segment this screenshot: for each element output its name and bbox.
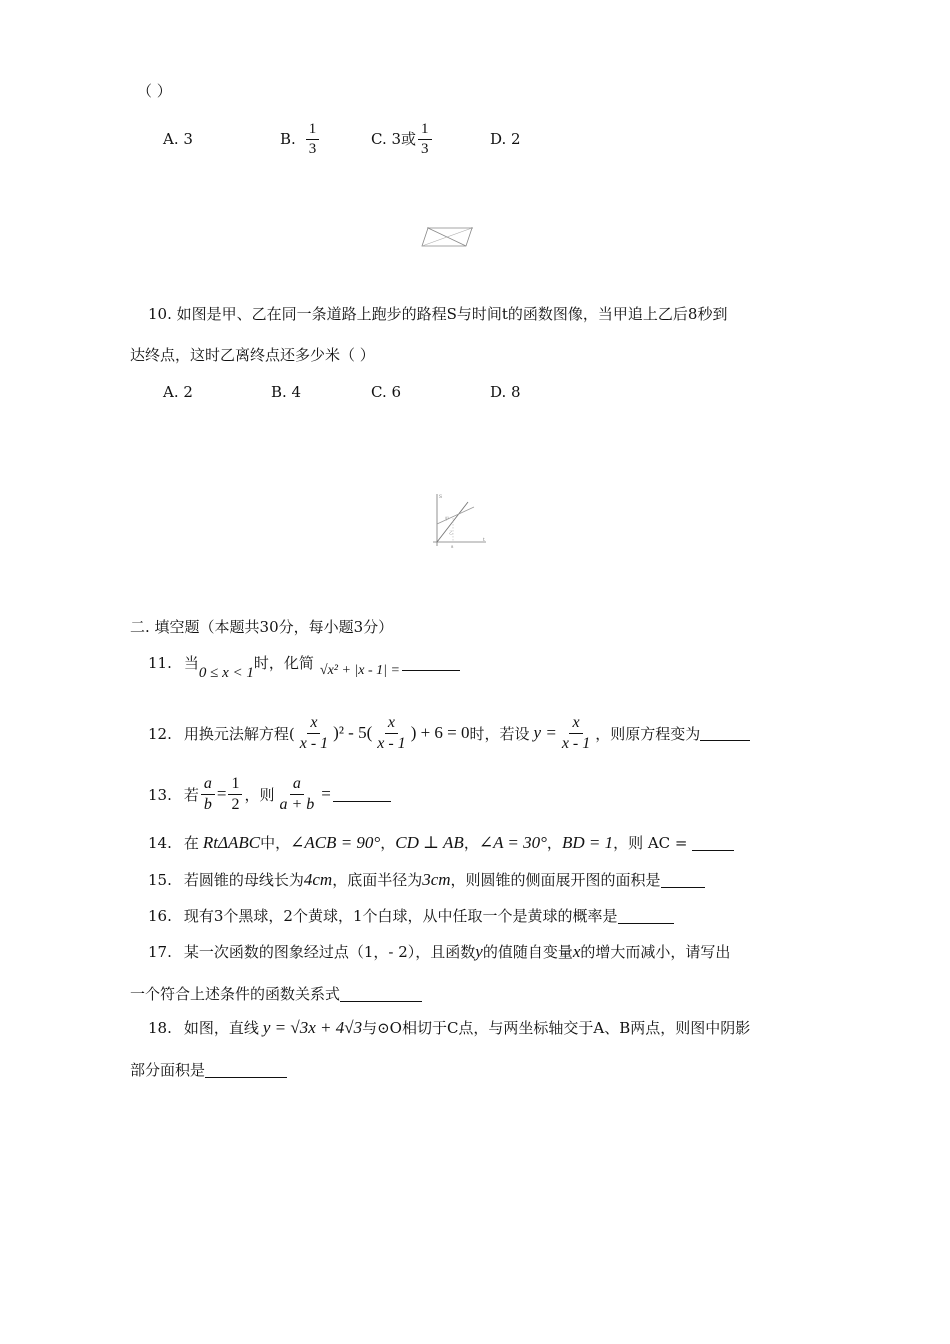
fraction-numerator: 1 [228,774,242,795]
q16-text: 现有3个黑球，2个黄球，1个白球，从中任取一个是黄球的概率是 [183,907,618,925]
q12-text-1: 用换元法解方程( [183,724,295,743]
q12-fraction-2 [374,713,408,754]
q13-text-1: 若 [183,785,199,804]
q17-var-y: y [475,942,483,961]
section-2-title: 二. 填空题（本题共30分，每小题3分） [130,618,394,636]
q13-text-2: ，则 [244,785,275,804]
q10-option-c: C. 6 [371,383,402,401]
q11-expression: √x² + |x - 1| = [319,662,400,678]
q18-line1 [148,1018,750,1038]
q15-slant-length: 4cm [303,870,333,889]
axis-label-s: S [439,495,443,500]
q17-text-2: 的值随自变量 [482,943,573,962]
q13-answer-blank[interactable] [333,787,391,802]
q12-text-3: ) + 6 = 0 [410,723,470,743]
q16-answer-blank[interactable] [618,909,674,924]
q10-option-d: D. 8 [490,383,521,401]
q9-answer-paren: （ ） [137,82,172,100]
q14: 14. 在 RtΔABC 中， ∠ACB = 90° ， CD ⊥ AB ， ∠A = 30° ， BD = 1 ，则 AC = [148,833,734,853]
q18-line2 [130,1061,287,1079]
q17-text-3: 的增大而减小，请写出 [580,943,731,962]
q9-option-c-label: C. 3或 [371,130,417,149]
q9-option-b [280,120,321,159]
q12-text-5: ，则原方程变为 [595,724,701,743]
q13-fraction-half [228,774,242,815]
q14-number: 14. [148,834,172,853]
q17-text-1: 某一次函数的图象经过点（1，- 2），且函数 [183,943,476,962]
line-yi [437,507,474,524]
tick-label: 8 [451,544,454,549]
q18-text-1: 如图，直线 [183,1019,259,1038]
q17-answer-blank[interactable] [340,987,422,1002]
q15-answer-blank[interactable] [661,873,705,888]
q18-number: 18. [148,1019,172,1038]
q18-answer-blank[interactable] [205,1063,287,1078]
q9-option-b-label: B. [280,130,296,149]
q12-fraction-3 [559,713,593,754]
q13 [148,774,391,815]
q13-equals: = [216,784,227,804]
q13-fraction-target [276,774,317,815]
q11-text-2: 时，化简 [253,654,314,672]
q15 [148,870,705,890]
fraction-denominator: x - 1 [561,735,591,752]
q15-text-1: 若圆锥的母线长为 [183,871,304,890]
q17-line2 [130,985,422,1003]
q10-stem-line2: 达终点，这时乙离终点还多少米（ ） [130,346,375,364]
q14-cond-4: BD = 1 [561,833,614,852]
fraction-denominator: x - 1 [299,735,329,752]
q17-var-x: x [572,942,581,961]
q12-text-4: 时，若设 [469,724,530,743]
q9-option-b-fraction [306,120,320,159]
fraction-numerator: x [569,713,582,734]
fraction-numerator: x [385,713,398,734]
axis-label-t: t [483,538,485,543]
q18-line-equation: y = √3x + 4√3 [262,1018,363,1037]
q12-number: 12. [148,724,172,743]
q15-text-3: ，则圆锥的侧面展开图的面积是 [450,871,661,890]
q14-text-3: ，则 AC = [613,834,688,853]
q18-text-line2: 部分面积是 [130,1061,206,1079]
q13-fraction-ab [201,774,215,815]
q15-text-2: ，底面半径为 [332,871,423,890]
q11-answer-blank[interactable] [402,656,460,671]
q12-text-2: )² - 5( [333,723,373,743]
q9-option-c-fraction [418,120,432,159]
q14-triangle: RtΔABC [202,833,261,852]
q13-equals-2: = [321,784,331,804]
fraction-numerator: x [307,713,320,734]
fraction-denominator: 2 [231,796,240,813]
fraction-denominator: b [203,796,212,813]
q12 [148,713,750,754]
q12-y-equals: y = [533,723,557,743]
q12-fraction-1 [297,713,331,754]
label-jia: 甲 [445,516,449,521]
distance-time-graph [428,490,490,552]
q14-cond-2: CD ⊥ AB [395,833,464,852]
q14-text-1: 在 [183,834,199,853]
q14-answer-blank[interactable] [692,836,734,851]
fraction-numerator: a [290,774,304,795]
q17-text-line2: 一个符合上述条件的函数关系式 [130,985,341,1003]
q18-text-2: 与⊙O相切于C点，与两坐标轴交于A、B两点，则图中阴影 [362,1019,751,1038]
q12-answer-blank[interactable] [700,726,750,741]
label-yi: 乙 [449,530,453,535]
q9-option-c [371,120,434,159]
q16 [148,907,674,925]
q15-number: 15. [148,871,172,890]
q10-option-a: A. 2 [163,383,193,401]
q9-option-a: A. 3 [163,130,193,148]
q17-line1 [148,942,730,962]
fraction-denominator: 3 [308,140,317,157]
q13-number: 13. [148,785,172,804]
fraction-numerator: 1 [418,120,432,140]
q9-option-d: D. 2 [490,130,521,148]
fraction-denominator: a + b [279,796,315,813]
q11-condition: 0 ≤ x < 1 [198,665,254,681]
q10-option-b: B. 4 [271,383,302,401]
fraction-numerator: 1 [306,120,320,140]
q14-cond-1: ∠ACB = 90° [290,833,381,852]
fraction-denominator: x - 1 [377,735,406,752]
fraction-numerator: a [201,774,215,795]
q15-radius: 3cm [422,870,451,889]
q16-number: 16. [148,907,172,925]
q11-number: 11. [148,654,172,672]
q14-cond-3: ∠A = 30° [478,833,547,852]
parallelogram-figure [420,224,476,250]
q10-stem-line1: 10. 如图是甲、乙在同一条道路上跑步的路程S与时间t的函数图像，当甲追上乙后8秒到 [148,305,728,323]
q11 [148,654,460,681]
q14-text-2: 中， [260,834,291,853]
fraction-denominator: 3 [421,140,429,157]
q11-text-1: 当 [183,654,199,672]
q17-number: 17. [148,943,172,962]
